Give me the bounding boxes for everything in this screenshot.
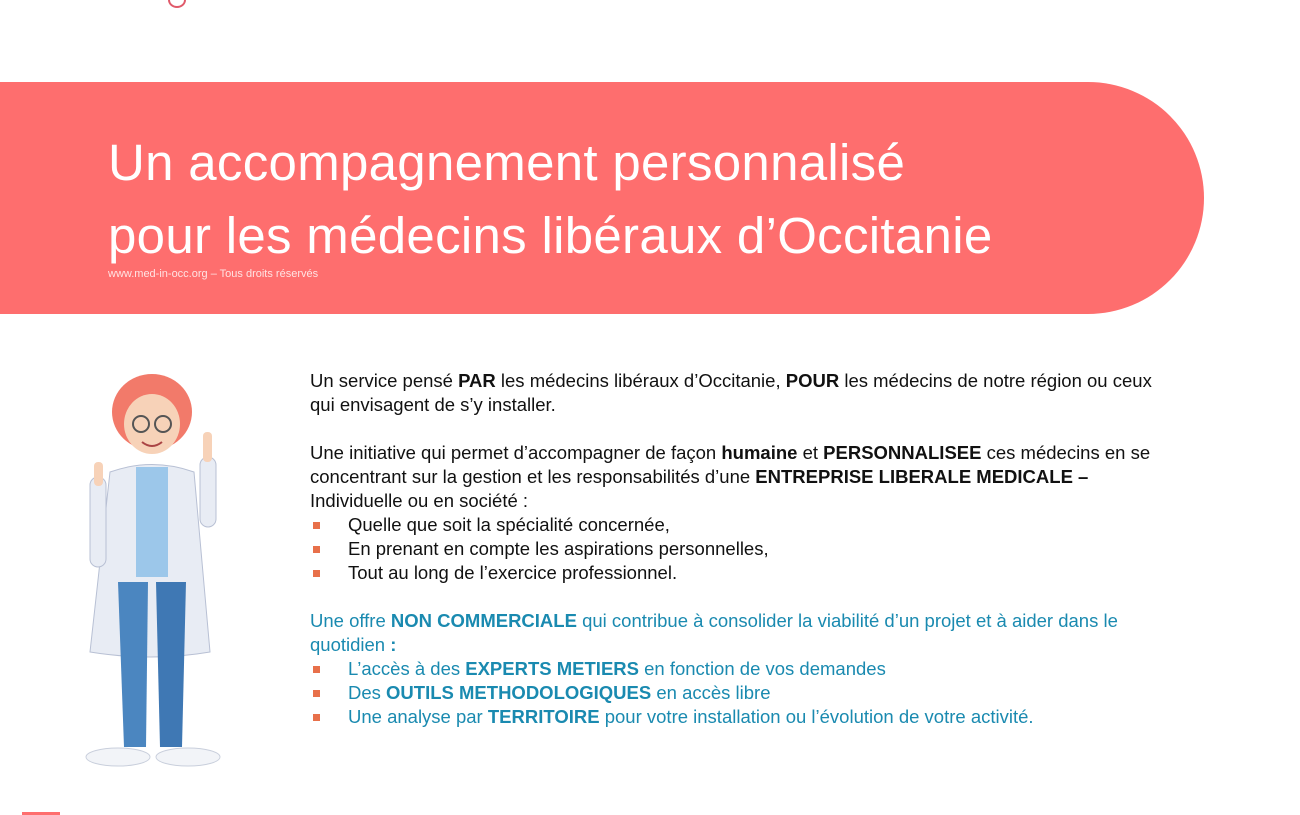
title-line-1: Un accompagnement personnalisé: [108, 134, 906, 191]
text-segment: qui contribue à consolider la viabilité d’un projet et à aider dans le quotidien: [310, 610, 1118, 655]
logo-fragment-icon: [168, 0, 186, 8]
doctor-illustration: [70, 362, 230, 772]
intro-paragraph: [310, 369, 1170, 417]
emphasis-text: ENTREPRISE LIBERALE MEDICALE –: [755, 466, 1089, 487]
offer-paragraph: [310, 609, 1170, 657]
text-segment: Individuelle ou en société :: [310, 490, 529, 511]
text-segment: Une analyse par: [348, 706, 488, 727]
text-segment: .: [1028, 706, 1034, 727]
list-item: [310, 513, 1170, 537]
body-text: [310, 369, 1170, 753]
text-segment: pour votre installation ou l’évolution de votre activité: [599, 706, 1029, 727]
text-segment: en fonction de vos demandes: [638, 658, 886, 679]
list-item: [310, 705, 1170, 729]
list-item: [310, 561, 1170, 585]
list-item: [310, 537, 1170, 561]
emphasis-text: TERRITOIRE: [487, 706, 600, 727]
text-segment: En prenant en compte les aspirations personnelles,: [348, 538, 769, 559]
emphasis-text: PERSONNALISEE: [823, 442, 982, 463]
text-segment: en accès libre: [651, 682, 771, 703]
emphasis-text: humaine: [721, 442, 798, 463]
emphasis-text: NON COMMERCIALE: [390, 610, 577, 631]
text-segment: et: [797, 442, 824, 463]
initiative-section: [310, 441, 1170, 585]
list-item: [310, 681, 1170, 705]
emphasis-text: PAR: [458, 370, 496, 391]
copyright-notice: www.med-in-occ.org – Tous droits réservés: [108, 268, 319, 280]
emphasis-text: EXPERTS METIERS: [465, 658, 639, 679]
title-line-2: pour les médecins libéraux d’Occitanie: [108, 207, 993, 264]
text-segment: Un service pensé: [310, 370, 459, 391]
text-segment: Une initiative qui permet d’accompagner de façon: [310, 442, 722, 463]
text-segment: Tout au long de l’exercice professionnel.: [348, 562, 678, 583]
page-title: [108, 126, 993, 272]
emphasis-text: OUTILS METHODOLOGIQUES: [386, 682, 652, 703]
list-item: [310, 657, 1170, 681]
initiative-paragraph: [310, 441, 1170, 513]
text-segment: ces médecins en se concentrant sur la gestion et les responsabilités d’une: [310, 442, 1151, 487]
offer-section: [310, 609, 1170, 729]
text-segment: Une offre: [310, 610, 391, 631]
emphasis-text: POUR: [785, 370, 840, 391]
text-segment: Quelle que soit la spécialité concernée,: [348, 514, 670, 535]
text-segment: Des: [348, 682, 387, 703]
text-segment: L’accès à des: [348, 658, 466, 679]
offer-list: [310, 657, 1170, 729]
initiative-list: [310, 513, 1170, 585]
emphasis-text: :: [390, 634, 397, 655]
text-segment: les médecins de notre région ou ceux qui envisagent de s’y installer.: [310, 370, 1152, 415]
text-segment: les médecins libéraux d’Occitanie,: [495, 370, 786, 391]
